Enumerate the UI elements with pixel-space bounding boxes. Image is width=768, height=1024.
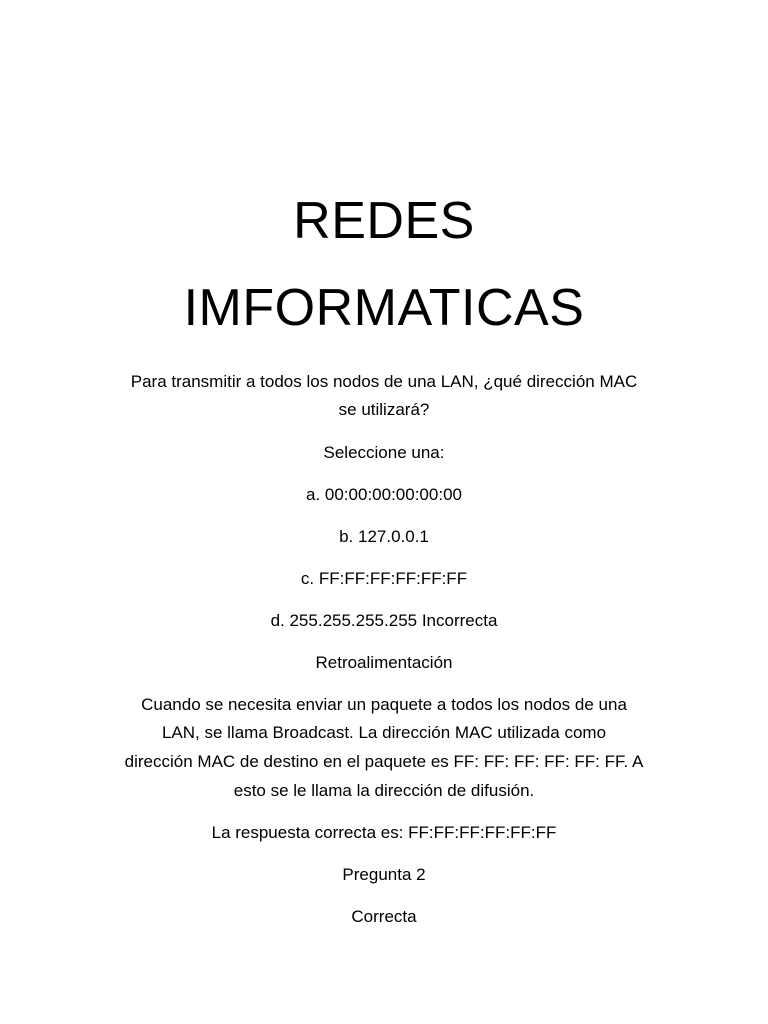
title-line-1: REDES: [293, 192, 475, 250]
title-line-2: IMFORMATICAS: [183, 279, 585, 337]
option-d: d. 255.255.255.255 Incorrecta: [270, 611, 498, 630]
feedback-line-1: Cuando se necesita enviar un paquete a todos los nodos de una: [141, 695, 627, 714]
feedback-line-2: LAN, se llama Broadcast. La dirección MAC utilizada como: [161, 723, 607, 742]
option-b: b. 127.0.0.1: [339, 527, 429, 546]
feedback-heading: Retroalimentación: [315, 653, 453, 672]
option-a: a. 00:00:00:00:00:00: [306, 485, 462, 504]
question-prompt: Seleccione una:: [323, 443, 445, 462]
correct-answer: La respuesta correcta es: FF:FF:FF:FF:FF:FF: [211, 823, 557, 842]
option-c: c. FF:FF:FF:FF:FF:FF: [300, 569, 468, 588]
next-question-label: Pregunta 2: [342, 865, 426, 884]
next-question-status: Correcta: [351, 907, 417, 926]
question-text-line-1: Para transmitir a todos los nodos de una LAN, ¿qué dirección MAC: [130, 372, 638, 391]
feedback-line-3: dirección MAC de destino en el paquete es FF: FF: FF: FF: FF: FF. A: [124, 752, 644, 771]
question-text-line-2: se utilizará?: [338, 400, 430, 419]
feedback-line-4: esto se le llama la dirección de difusión.: [233, 781, 535, 800]
